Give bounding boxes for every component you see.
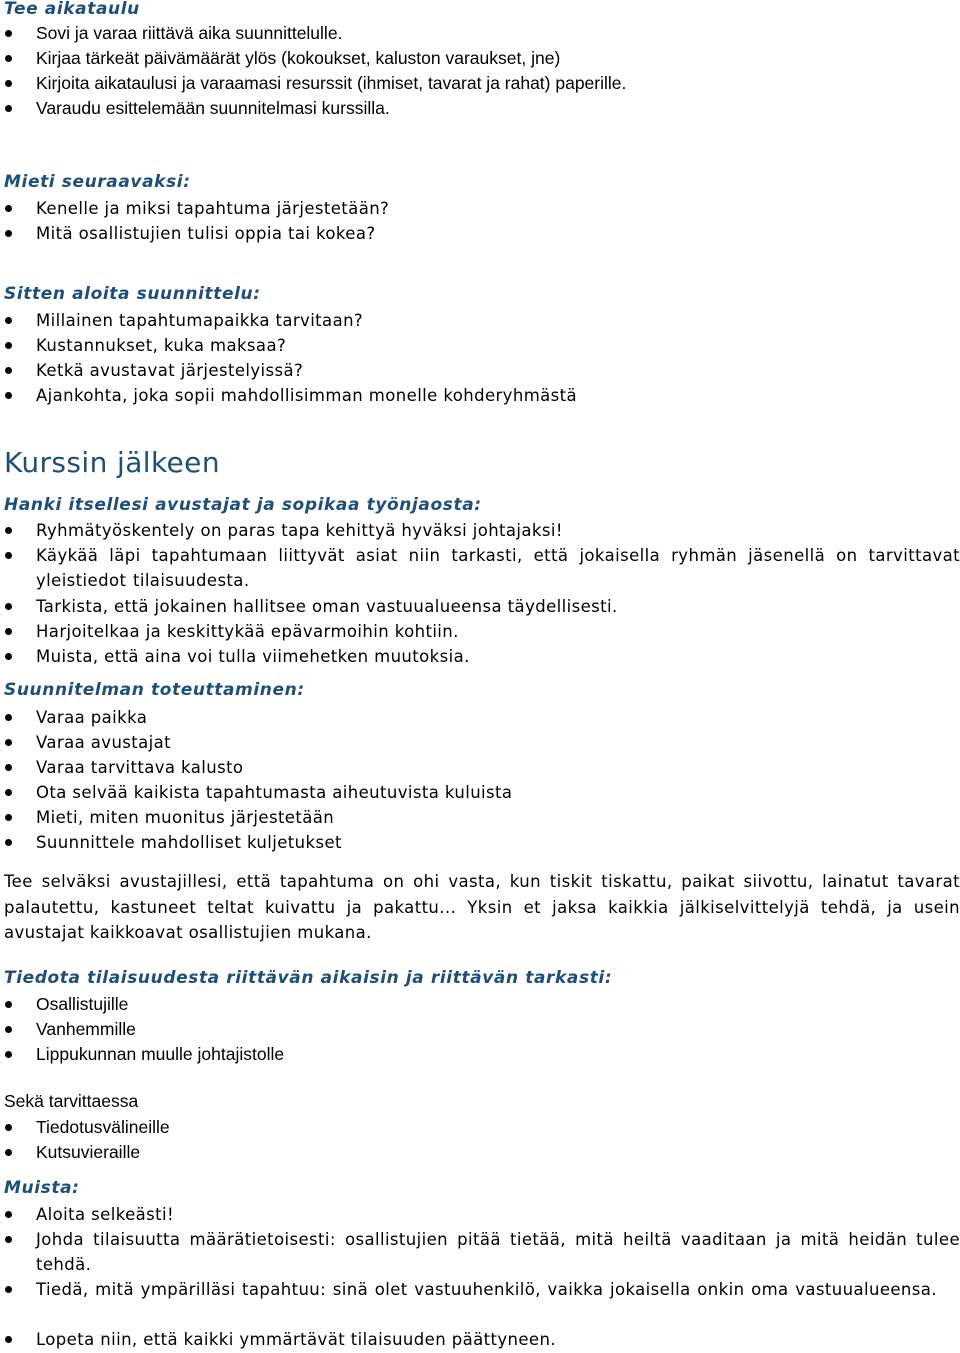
bullet-icon: [5, 1336, 12, 1343]
list-item: [36, 1202, 960, 1227]
bullet-icon: [5, 628, 12, 635]
bullet-icon: [5, 603, 12, 610]
list-item: [36, 730, 960, 755]
list-item-text: Lippukunnan muulle johtajistolle: [36, 1044, 285, 1064]
list-item-text: Harjoitelkaa ja keskittykää epävarmoihin kohtiin.: [36, 622, 459, 641]
list-item: [36, 1327, 960, 1352]
list-item: [36, 805, 960, 830]
bullet-icon: [5, 1211, 12, 1218]
bullet-icon: [5, 839, 12, 846]
list-item: [36, 830, 960, 855]
list-item-text: Kustannukset, kuka maksaa?: [36, 336, 287, 355]
list-item-text: Varaa avustajat: [36, 733, 172, 752]
list-item: [36, 1115, 960, 1140]
list-item: [36, 594, 960, 619]
bullet-icon: [5, 527, 12, 534]
section-heading-hanki: Hanki itsellesi avustajat ja sopikaa työnjaosta:: [4, 495, 482, 515]
list-item-text: Käykää läpi tapahtumaan liittyvät asiat niin tarkasti, että jokaisella ryhmän jäsenellä on tarvittavat yleistiedot tilaisuudesta.: [36, 546, 960, 590]
list-item: [36, 992, 960, 1017]
section-heading-muista: Muista:: [4, 1178, 80, 1198]
list-item-text: Varaa paikka: [36, 708, 148, 727]
section-heading-toteuttaminen: Suunnitelman toteuttaminen:: [4, 680, 305, 700]
list-item: [36, 518, 960, 543]
list-item: [36, 383, 960, 408]
section-heading-aikataulu: Tee aikataulu: [4, 0, 140, 19]
list-item-text: Mitä osallistujien tulisi oppia tai kokea?: [36, 224, 376, 243]
list-item-text: Millainen tapahtumapaikka tarvitaan?: [36, 311, 364, 330]
list-item-text: Ryhmätyöskentely on paras tapa kehittyä hyväksi johtajaksi!: [36, 521, 563, 540]
list-item: [36, 1140, 960, 1165]
bullet-icon: [5, 1236, 12, 1243]
bullet-icon: [5, 342, 12, 349]
list-item-text: Kutsuvieraille: [36, 1142, 141, 1162]
list-item: [36, 755, 960, 780]
list-item-text: Ketkä avustavat järjestelyissä?: [36, 361, 304, 380]
bullet-icon: [5, 392, 12, 399]
bullet-icon: [5, 764, 12, 771]
list-item: [36, 21, 960, 46]
list-item-text: Tiedotusvälineille: [36, 1117, 170, 1137]
list-item-text: Kirjaa tärkeät päivämäärät ylös (kokoukset, kaluston varaukset, jne): [36, 48, 561, 68]
list-item-text: Kenelle ja miksi tapahtuma järjestetään?: [36, 199, 390, 218]
list-item: [36, 1227, 960, 1277]
list-item-text: Suunnittele mahdolliset kuljetukset: [36, 833, 342, 852]
section-heading-tiedota: Tiedota tilaisuudesta riittävän aikaisin ja riittävän tarkasti:: [4, 968, 613, 988]
list-item: [36, 96, 960, 121]
list-item: [36, 644, 960, 669]
paragraph-avustajat: Tee selväksi avustajillesi, että tapahtuma on ohi vasta, kun tiskit tiskattu, paikat siivottu, lainatut tavarat palautettu, kastuneet teltat kuivattu ja pakattu... Yksin et jaksa kaikkia jälkiselvittelyjä tehdä, ja usein avustajat kaikkoavat osallistujien mukana.: [4, 872, 960, 942]
list-item-text: Lopeta niin, että kaikki ymmärtävät tilaisuuden päättyneen.: [36, 1330, 556, 1349]
bullet-icon: [5, 205, 12, 212]
list-item: [36, 705, 960, 730]
list-item-text: Sovi ja varaa riittävä aika suunnittelulle.: [36, 23, 343, 43]
bullet-icon: [5, 1124, 12, 1131]
list-item-text: Osallistujille: [36, 994, 129, 1014]
section-title-kurssin-jalkeen: Kurssin jälkeen: [4, 446, 220, 479]
bullet-icon: [5, 714, 12, 721]
bullet-icon: [5, 367, 12, 374]
list-item-text: Muista, että aina voi tulla viimehetken muutoksia.: [36, 647, 470, 666]
bullet-icon: [5, 739, 12, 746]
list-item: [36, 619, 960, 644]
bullet-icon: [5, 1026, 12, 1033]
list-item-text: Vanhemmille: [36, 1019, 136, 1039]
list-item-text: Ajankohta, joka sopii mahdollisimman monelle kohderyhmästä: [36, 386, 578, 405]
bullet-icon: [5, 105, 12, 112]
list-item: [36, 71, 960, 96]
list-item: [36, 1017, 960, 1042]
bullet-icon: [5, 1051, 12, 1058]
list-item: [36, 196, 960, 221]
bullet-icon: [5, 30, 12, 37]
bullet-icon: [5, 55, 12, 62]
bullet-icon: [5, 1149, 12, 1156]
list-item: [36, 543, 960, 593]
list-item-text: Tarkista, että jokainen hallitsee oman vastuualueensa täydellisesti.: [36, 597, 618, 616]
list-item: [36, 1277, 960, 1302]
list-item: [36, 333, 960, 358]
bullet-icon: [5, 1286, 12, 1293]
bullet-icon: [5, 1001, 12, 1008]
list-item: [36, 1042, 960, 1067]
list-item-text: Ota selvää kaikista tapahtumasta aiheutuvista kuluista: [36, 783, 513, 802]
list-item: [36, 358, 960, 383]
list-item-text: Varaa tarvittava kalusto: [36, 758, 244, 777]
list-item-text: Johda tilaisuutta määrätietoisesti: osallistujien pitää tietää, mitä heiltä vaaditaan ja mitä heidän tulee tehdä.: [36, 1230, 960, 1274]
list-item-text: Tiedä, mitä ympärilläsi tapahtuu: sinä olet vastuuhenkilö, vaikka jokaisella onkin oma vastuualueensa.: [36, 1280, 937, 1299]
list-item-text: Aloita selkeästi!: [36, 1205, 175, 1224]
list-item: [36, 780, 960, 805]
bullet-icon: [5, 552, 12, 559]
bullet-icon: [5, 814, 12, 821]
list-item: [36, 46, 960, 71]
bullet-icon: [5, 789, 12, 796]
subheading-tarvittaessa: Sekä tarvittaessa: [4, 1091, 139, 1111]
section-heading-sitten: Sitten aloita suunnittelu:: [4, 284, 261, 304]
list-item-text: Kirjoita aikataulusi ja varaamasi resurssit (ihmiset, tavarat ja rahat) paperille.: [36, 73, 627, 93]
section-heading-mieti: Mieti seuraavaksi:: [4, 172, 191, 192]
bullet-icon: [5, 317, 12, 324]
list-item-text: Varaudu esittelemään suunnitelmasi kurssilla.: [36, 98, 390, 118]
bullet-icon: [5, 80, 12, 87]
list-item: [36, 308, 960, 333]
list-item-text: Mieti, miten muonitus järjestetään: [36, 808, 335, 827]
list-item: [36, 221, 960, 246]
bullet-icon: [5, 653, 12, 660]
bullet-icon: [5, 230, 12, 237]
